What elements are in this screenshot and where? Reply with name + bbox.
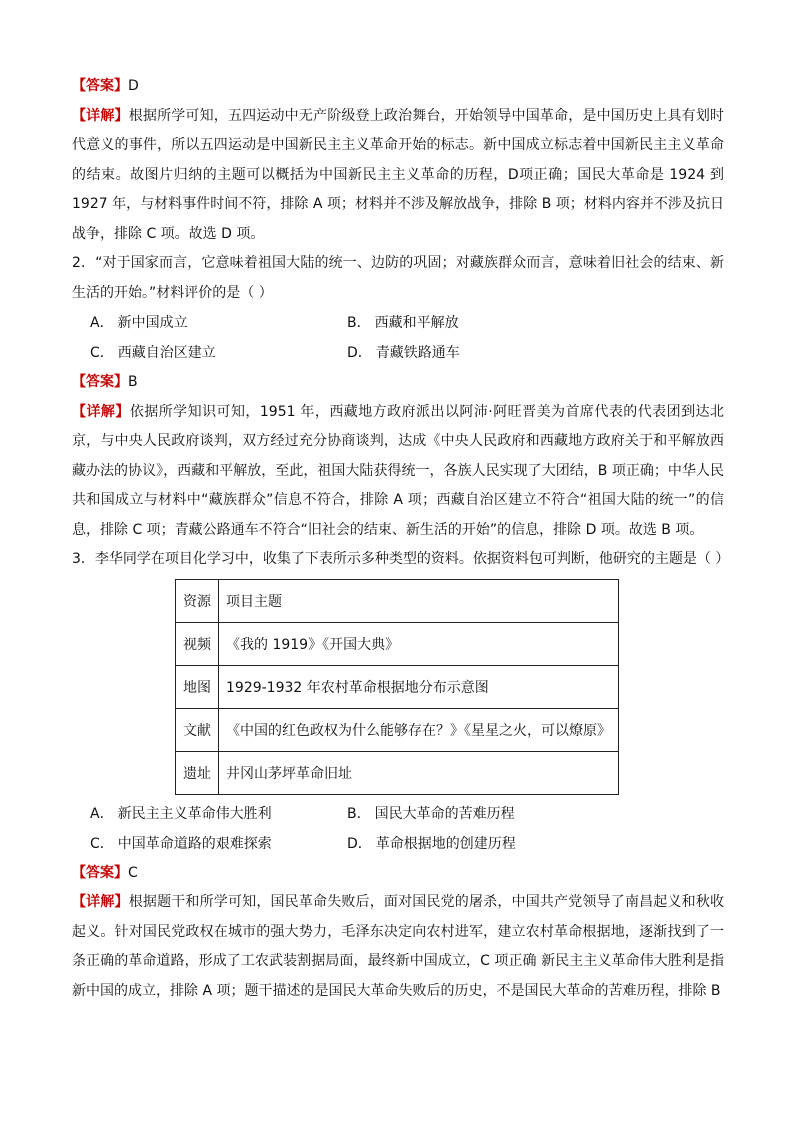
option-label: B．	[347, 805, 371, 822]
option-text: 青藏铁路通车	[375, 345, 460, 361]
table-row	[176, 579, 619, 622]
table-cell: 1929-1932 年农村革命根据地分布示意图	[219, 665, 619, 708]
table-cell: 视频	[176, 622, 219, 665]
option-label: A．	[90, 315, 114, 331]
q1-answer-value: D	[128, 78, 139, 94]
answer-tag: 【答案】	[72, 374, 128, 390]
q2-stem: 2．“对于国家而言，它意味着祖国大陆的统一、边防的巩固；对藏族群众而言，意味着旧社会的结束、新生活的开始。”材料评价的是（ ）	[72, 255, 724, 301]
q3-stem: 3．李华同学在项目化学习中，收集了下表所示多种类型的资料。依据资料包可判断，他研究的主题是（ ）	[72, 551, 730, 567]
table-row	[176, 665, 619, 708]
detail-tag: 【详解】	[72, 894, 129, 910]
option-label: C．	[90, 345, 114, 361]
option-text: 国民大革命的苦难历程	[374, 805, 515, 822]
q2-answer-value: B	[128, 374, 138, 390]
table-cell: 《我的 1919》《开国大典》	[219, 622, 619, 665]
table-row	[176, 708, 619, 751]
answer-tag: 【答案】	[72, 864, 128, 881]
q3-explanation	[72, 888, 724, 1006]
table-row	[176, 622, 619, 665]
q2-option-b[interactable]	[347, 308, 647, 338]
table-cell: 项目主题	[219, 579, 619, 622]
option-text: 中国革命道路的艰难探索	[117, 835, 272, 852]
detail-tag: 【详解】	[72, 107, 129, 124]
q2-explanation	[72, 398, 724, 546]
q2-option-d[interactable]	[347, 338, 647, 368]
document-page	[72, 72, 730, 1006]
q1-explanation	[72, 102, 724, 250]
q3-explanation-text: 根据题干和所学可知，国民革命失败后，面对国民党的屠杀，中国共产党领导了南昌起义和秋收起义。针对国民党政权在城市的强大势力，毛泽东决定向农村进军，建立农村革命根据地，逐渐找到了一条正确的革命道路，形成了工农武装割据局面，最终新中国成立，C 项正确 新民主主义革命伟大胜利是指新中国的成立，排除 A 项；题干描述的是国民大革命失败后的历史，不是国民大革命的苦难历程，排除 B	[72, 894, 725, 999]
q3-option-a[interactable]	[90, 799, 347, 829]
q3-answer	[72, 859, 724, 889]
table-cell: 地图	[176, 665, 219, 708]
resource-table	[175, 579, 619, 795]
answer-tag: 【答案】	[72, 78, 128, 94]
option-label: D．	[347, 835, 372, 852]
detail-tag: 【详解】	[72, 403, 130, 420]
table-row	[176, 751, 619, 794]
table-cell: 遗址	[176, 751, 219, 794]
option-label: C．	[90, 835, 114, 852]
option-text: 西藏自治区建立	[117, 345, 216, 361]
table-cell: 资源	[176, 579, 219, 622]
q3-option-b[interactable]	[347, 799, 647, 829]
table-cell: 《中国的红色政权为什么能够存在？》《星星之火，可以燎原》	[219, 708, 619, 751]
option-label: D．	[347, 345, 372, 361]
option-text: 西藏和平解放	[374, 315, 459, 331]
q2-option-c[interactable]	[90, 338, 347, 368]
q2-answer	[72, 368, 724, 398]
option-text: 新民主主义革命伟大胜利	[117, 805, 272, 822]
q1-explanation-text: 根据所学可知，五四运动中无产阶级登上政治舞台，开始领导中国革命，是中国历史上具有划时代意义的事件，所以五四运动是中国新民主主义革命开始的标志。新中国成立标志着中国新民主主义革命的结束。故图片归纳的主题可以概括为中国新民主主义革命的历程，D项正确；国民大革命是 1924 到 1927 年，与材料事件时间不符，排除 A 项；材料并不涉及解放战争，排除 B 项；材料内容并不涉及抗日战争，排除 C 项。故选 D 项。	[72, 107, 725, 242]
q3-option-d[interactable]	[347, 829, 647, 859]
option-label: A．	[90, 805, 114, 822]
option-label: B．	[347, 315, 371, 331]
q3-options	[72, 799, 724, 859]
q2-option-a[interactable]	[90, 308, 347, 338]
option-text: 新中国成立	[117, 315, 188, 331]
q2-options	[72, 308, 724, 368]
table-cell: 文献	[176, 708, 219, 751]
option-text: 革命根据地的创建历程	[375, 835, 516, 852]
q3-answer-value: C	[128, 864, 138, 881]
q3-option-c[interactable]	[90, 829, 347, 859]
table-cell: 井冈山茅坪革命旧址	[219, 751, 619, 794]
q1-answer	[72, 72, 724, 102]
q2-explanation-text: 依据所学知识可知，1951 年，西藏地方政府派出以阿沛·阿旺晋美为首席代表的代表团到达北京，与中央人民政府谈判，双方经过充分协商谈判，达成《中央人民政府和西藏地方政府关于和平解放西藏办法的协议》，西藏和平解放，至此，祖国大陆获得统一，各族人民实现了大团结，B 项正确；中华人民共和国成立与材料中“藏族群众”信息不符合，排除 A 项；西藏自治区建立不符合“祖国大陆的统一”的信息，排除 C 项；青藏公路通车不符合“旧社会的结束、新生活的开始”的信息，排除 D 项。故选 B 项。	[72, 403, 724, 538]
